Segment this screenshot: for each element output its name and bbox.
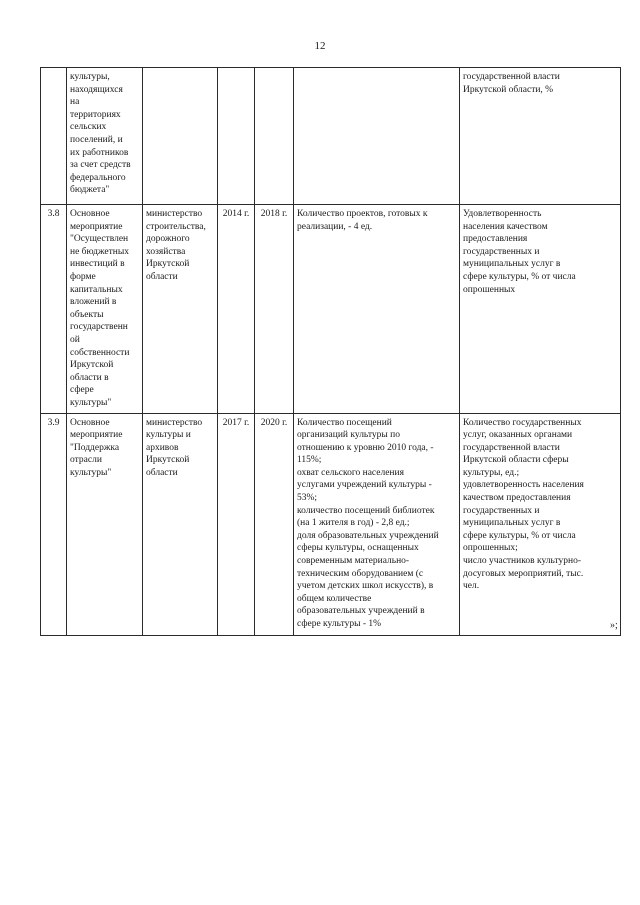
expected-result: Количество посещений организаций культуры по отношению к уровню 2010 года, - 115%; охват сельского населения услугами учреждений культуры - 53%; количество посещений библиотек (на 1 жителя в год) - 2,8 ед.; доля образовательных учреждений сферы культуры, оснащенных современным материально- техническим оборудованием (с учетом детских школ искусств), в общем количестве образовательных учреждений в сфере культуры - 1% [294,413,460,635]
target-indicators: государственной власти Иркутской области, % [460,68,621,205]
row-number [41,68,67,205]
table-row [41,205,621,414]
end-year [255,68,294,205]
program-measures-table [40,67,621,636]
closing-quote-mark: »; [610,620,618,631]
row-number: 3.9 [41,413,67,635]
target-indicators: Удовлетворенность населения качеством предоставления государственных и муниципальных услуг в сфере культуры, % от числа опрошенных [460,205,621,414]
start-year: 2017 г. [218,413,255,635]
measure-name: Основное мероприятие "Осуществлен не бюджетных инвестиций в форме капитальных вложений в объекты государственн ой собственности Иркутской области в сфере культуры" [67,205,143,414]
start-year: 2014 г. [218,205,255,414]
expected-result: Количество проектов, готовых к реализации, - 4 ед. [294,205,460,414]
page-number: 12 [314,40,326,52]
start-year [218,68,255,205]
row-number: 3.8 [41,205,67,414]
end-year: 2020 г. [255,413,294,635]
executor [143,68,218,205]
end-year: 2018 г. [255,205,294,414]
measure-name: культуры, находящихся на территориях сельских поселений, и их работников за счет средств федерального бюджета" [67,68,143,205]
measure-name: Основное мероприятие "Поддержка отрасли культуры" [67,413,143,635]
executor: министерство культуры и архивов Иркутской области [143,413,218,635]
expected-result [294,68,460,205]
target-indicators: Количество государственных услуг, оказанных органами государственной власти Иркутской области сферы культуры, ед.; удовлетворенность населения качеством предоставления государственных и муниципальных услуг в сфере культуры, % от числа опрошенных; число участников культурно- досуговых мероприятий, тыс. чел. [460,413,621,635]
table-row [41,68,621,205]
table-row [41,413,621,635]
executor: министерство строительства, дорожного хозяйства Иркутской области [143,205,218,414]
